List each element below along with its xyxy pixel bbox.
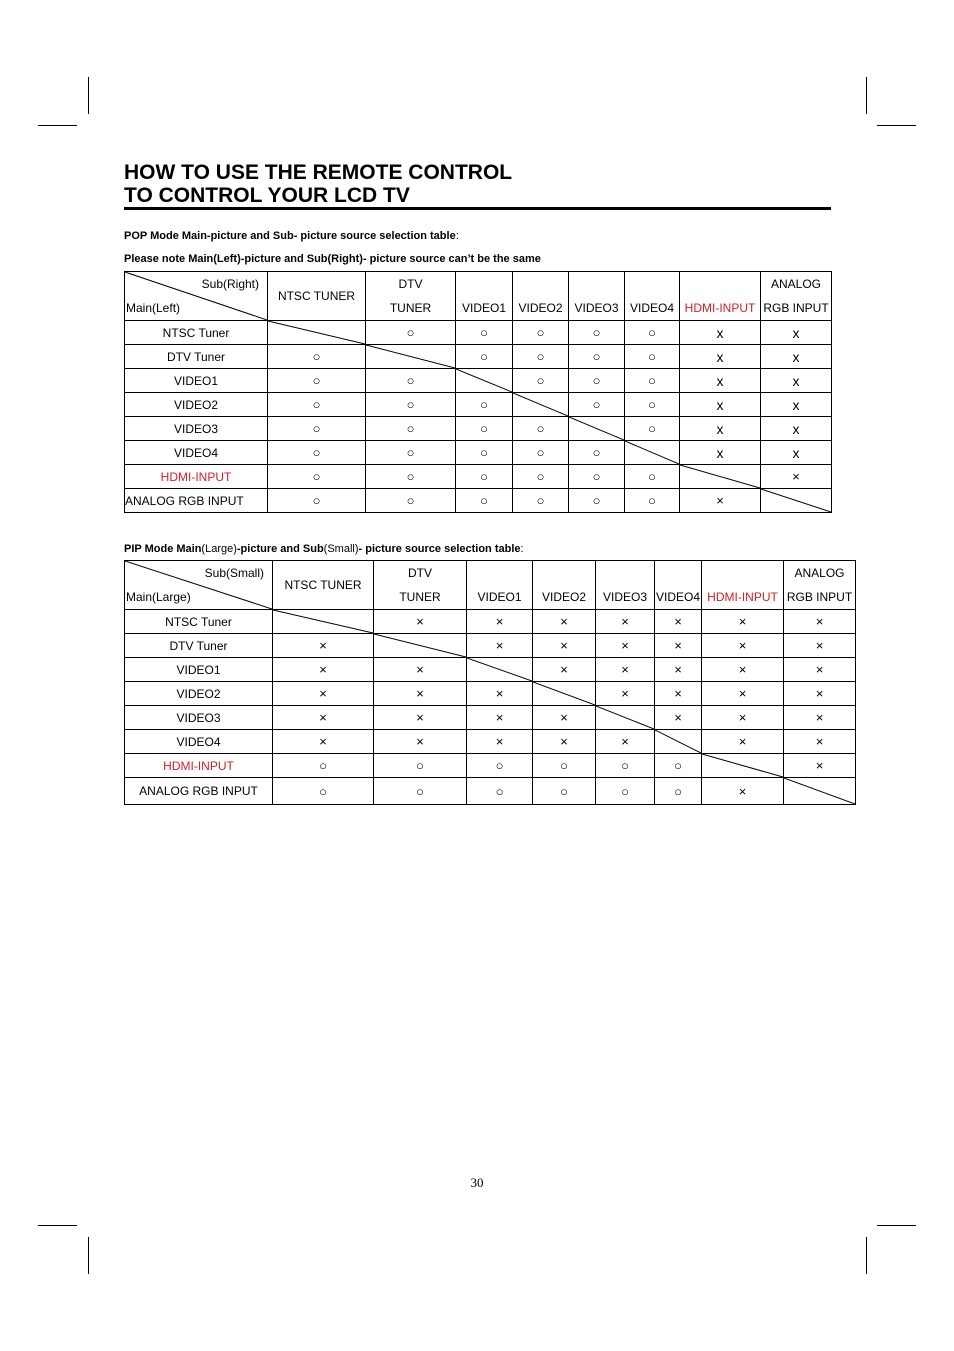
table-row	[125, 321, 832, 345]
diagonal-cell	[366, 345, 456, 369]
column-header	[784, 561, 856, 610]
crop-mark	[38, 1225, 77, 1226]
incompatible-mark: ×	[374, 730, 467, 754]
diagonal-cell	[374, 634, 467, 658]
compatible-mark: ○	[467, 754, 533, 778]
column-header-line1	[655, 561, 701, 585]
compatible-mark: ○	[625, 321, 680, 345]
crop-mark	[866, 77, 867, 114]
row-label: ANALOG RGB INPUT	[125, 778, 273, 805]
corner-sub-label: Sub(Right)	[201, 277, 259, 291]
incompatible-mark: ×	[533, 730, 596, 754]
column-header-line2: HDMI-INPUT	[707, 590, 778, 604]
incompatible-mark: ×	[273, 682, 374, 706]
diagonal-cell	[268, 321, 366, 345]
row-label: HDMI-INPUT	[125, 754, 273, 778]
crop-mark	[877, 1225, 916, 1226]
diagonal-slash	[680, 465, 760, 488]
incompatible-mark: x	[761, 441, 832, 465]
compatible-mark: ○	[268, 369, 366, 393]
compatible-mark: ○	[513, 441, 569, 465]
compatible-mark: ○	[366, 393, 456, 417]
diagonal-slash	[467, 658, 532, 681]
column-header-line1	[625, 272, 679, 296]
table-row	[125, 778, 856, 805]
incompatible-mark: ×	[702, 706, 784, 730]
diagonal-slash	[569, 417, 624, 440]
incompatible-mark: ×	[784, 730, 856, 754]
column-header	[366, 272, 456, 321]
compatible-mark: ○	[625, 417, 680, 441]
page-title	[124, 161, 512, 207]
incompatible-mark: ×	[533, 610, 596, 634]
incompatible-mark: x	[680, 321, 761, 345]
diagonal-cell	[596, 706, 655, 730]
column-header-line2: TUNER	[399, 590, 441, 604]
compatible-mark: ○	[596, 754, 655, 778]
incompatible-mark: ×	[467, 634, 533, 658]
incompatible-mark: ×	[596, 682, 655, 706]
corner-main-label: Main(Large)	[126, 590, 191, 604]
diagonal-slash	[513, 393, 568, 416]
table-row	[125, 441, 832, 465]
incompatible-mark: ×	[702, 682, 784, 706]
compatible-mark: ○	[625, 465, 680, 489]
header-row	[125, 561, 856, 610]
incompatible-mark: x	[761, 321, 832, 345]
column-header-line2: RGB INPUT	[763, 301, 829, 315]
incompatible-mark: ×	[655, 658, 702, 682]
column-header	[268, 272, 366, 321]
pop-table-body	[125, 272, 832, 513]
incompatible-mark: ×	[702, 610, 784, 634]
compatible-mark: ○	[625, 393, 680, 417]
title-rule	[124, 207, 831, 210]
row-label: VIDEO1	[125, 369, 268, 393]
compatible-mark: ○	[456, 489, 513, 513]
incompatible-mark: x	[680, 441, 761, 465]
diagonal-cell	[761, 489, 832, 513]
column-header-line1	[467, 561, 532, 585]
incompatible-mark: ×	[467, 682, 533, 706]
column-header-line1	[702, 561, 783, 585]
column-header	[513, 272, 569, 321]
incompatible-mark: ×	[702, 634, 784, 658]
incompatible-mark: ×	[784, 754, 856, 778]
column-header	[680, 272, 761, 321]
table-row	[125, 658, 856, 682]
diagonal-slash	[655, 730, 701, 753]
table-row	[125, 754, 856, 778]
diagonal-cell	[467, 658, 533, 682]
compatible-mark: ○	[268, 441, 366, 465]
compatible-mark: ○	[625, 489, 680, 513]
incompatible-mark: ×	[374, 610, 467, 634]
pip-selection-table	[124, 560, 856, 805]
table-row	[125, 465, 832, 489]
row-label: NTSC Tuner	[125, 610, 273, 634]
column-header-line1: ANALOG	[794, 566, 845, 580]
compatible-mark: ○	[533, 754, 596, 778]
diagonal-cell	[456, 369, 513, 393]
incompatible-mark: ×	[273, 658, 374, 682]
pop-selection-table	[124, 271, 832, 513]
compatible-mark: ○	[625, 369, 680, 393]
table-row	[125, 369, 832, 393]
compatible-mark: ○	[596, 778, 655, 805]
table-row	[125, 393, 832, 417]
pop-note-text: Please note Main(Left)-picture and Sub(Right)- picture source can’t be the same	[124, 253, 541, 265]
corner-main-label: Main(Left)	[126, 301, 181, 315]
incompatible-mark: x	[761, 417, 832, 441]
column-header-line2: VIDEO4	[655, 590, 700, 604]
diagonal-slash	[374, 634, 466, 657]
crop-mark	[866, 1237, 867, 1274]
pip-caption-part: -picture and Sub	[236, 543, 324, 555]
table-row	[125, 682, 856, 706]
table-row	[125, 489, 832, 513]
incompatible-mark: ×	[702, 778, 784, 805]
diagonal-slash	[366, 345, 455, 368]
row-label: DTV Tuner	[125, 634, 273, 658]
table-row	[125, 634, 856, 658]
table-row	[125, 730, 856, 754]
incompatible-mark: ×	[655, 706, 702, 730]
incompatible-mark: ×	[702, 730, 784, 754]
crop-mark	[88, 1237, 89, 1274]
incompatible-mark: ×	[273, 634, 374, 658]
incompatible-mark: ×	[784, 682, 856, 706]
table-row	[125, 345, 832, 369]
incompatible-mark: ×	[596, 634, 655, 658]
incompatible-mark: ×	[784, 706, 856, 730]
incompatible-mark: ×	[467, 610, 533, 634]
column-header-line2: VIDEO3	[574, 301, 619, 315]
compatible-mark: ○	[467, 778, 533, 805]
corner-cell	[125, 272, 268, 321]
row-label: NTSC Tuner	[125, 321, 268, 345]
column-header	[702, 561, 784, 610]
diagonal-slash	[533, 682, 595, 705]
column-header-line2: HDMI-INPUT	[684, 301, 756, 315]
corner-cell	[125, 561, 273, 610]
diagonal-cell	[273, 610, 374, 634]
crop-mark	[38, 125, 77, 126]
row-label: VIDEO4	[125, 730, 273, 754]
diagonal-slash	[596, 706, 654, 729]
column-header	[456, 272, 513, 321]
incompatible-mark: ×	[784, 634, 856, 658]
compatible-mark: ○	[268, 345, 366, 369]
pop-caption-bold: POP Mode Main-picture and Sub- picture source selection table	[124, 230, 456, 242]
incompatible-mark: ×	[596, 658, 655, 682]
incompatible-mark: x	[761, 369, 832, 393]
row-label: HDMI-INPUT	[125, 465, 268, 489]
column-header-line2: VIDEO1	[477, 590, 522, 604]
pip-caption	[124, 542, 524, 556]
row-label: VIDEO3	[125, 417, 268, 441]
column-header-line2: VIDEO4	[629, 301, 674, 315]
row-label: DTV Tuner	[125, 345, 268, 369]
pop-note	[124, 252, 541, 266]
compatible-mark: ○	[513, 489, 569, 513]
diagonal-cell	[533, 682, 596, 706]
column-header-line1	[456, 272, 512, 296]
column-header-line1	[680, 272, 760, 296]
pip-caption-part: :	[520, 543, 524, 555]
column-header	[374, 561, 467, 610]
column-header	[273, 561, 374, 610]
row-label: VIDEO1	[125, 658, 273, 682]
compatible-mark: ○	[366, 489, 456, 513]
column-header-line2: RGB INPUT	[786, 590, 853, 604]
incompatible-mark: ×	[374, 658, 467, 682]
incompatible-mark: x	[680, 393, 761, 417]
column-header	[761, 272, 832, 321]
header-row	[125, 272, 832, 321]
incompatible-mark: ×	[655, 682, 702, 706]
diagonal-slash	[702, 754, 783, 777]
compatible-mark: ○	[268, 465, 366, 489]
pip-caption-part: (Small)	[323, 543, 359, 555]
compatible-mark: ○	[513, 345, 569, 369]
column-header-line2: VIDEO2	[541, 590, 586, 604]
compatible-mark: ○	[569, 321, 625, 345]
table-row	[125, 706, 856, 730]
row-label: ANALOG RGB INPUT	[125, 489, 268, 513]
incompatible-mark: ×	[596, 730, 655, 754]
diagonal-slash	[761, 489, 831, 512]
compatible-mark: ○	[569, 441, 625, 465]
compatible-mark: ○	[366, 321, 456, 345]
compatible-mark: ○	[513, 465, 569, 489]
compatible-mark: ○	[456, 465, 513, 489]
incompatible-mark: ×	[273, 730, 374, 754]
compatible-mark: ○	[273, 754, 374, 778]
incompatible-mark: ×	[467, 730, 533, 754]
column-header-line1: DTV	[398, 277, 423, 291]
compatible-mark: ○	[374, 754, 467, 778]
compatible-mark: ○	[513, 417, 569, 441]
pip-caption-part: - picture source selection table	[358, 543, 521, 555]
incompatible-mark: ×	[761, 465, 832, 489]
pip-table-body	[125, 561, 856, 805]
compatible-mark: ○	[625, 345, 680, 369]
incompatible-mark: ×	[655, 634, 702, 658]
incompatible-mark: ×	[680, 489, 761, 513]
incompatible-mark: ×	[533, 634, 596, 658]
corner-sub-label: Sub(Small)	[204, 566, 264, 580]
column-header-line2: VIDEO3	[602, 590, 647, 604]
pip-caption-part: (Large)	[201, 543, 237, 555]
title-line-1: HOW TO USE THE REMOTE CONTROL	[124, 161, 513, 184]
diagonal-slash	[456, 369, 512, 392]
column-header-line1	[533, 561, 595, 585]
compatible-mark: ○	[533, 778, 596, 805]
compatible-mark: ○	[456, 345, 513, 369]
compatible-mark: ○	[268, 417, 366, 441]
diagonal-cell	[625, 441, 680, 465]
diagonal-cell	[513, 393, 569, 417]
compatible-mark: ○	[366, 441, 456, 465]
compatible-mark: ○	[273, 778, 374, 805]
incompatible-mark: ×	[655, 610, 702, 634]
column-header	[467, 561, 533, 610]
column-header-label: NTSC TUNER	[284, 578, 362, 592]
compatible-mark: ○	[569, 345, 625, 369]
column-header	[596, 561, 655, 610]
incompatible-mark: ×	[533, 658, 596, 682]
incompatible-mark: x	[680, 345, 761, 369]
compatible-mark: ○	[456, 321, 513, 345]
compatible-mark: ○	[569, 465, 625, 489]
pop-caption	[124, 229, 459, 243]
column-header	[625, 272, 680, 321]
compatible-mark: ○	[366, 417, 456, 441]
compatible-mark: ○	[268, 393, 366, 417]
diagonal-slash	[268, 321, 365, 344]
pip-caption-part: PIP Mode Main	[124, 543, 202, 555]
diagonal-cell	[655, 730, 702, 754]
column-header-line2: TUNER	[389, 301, 432, 315]
diagonal-slash	[273, 610, 373, 633]
compatible-mark: ○	[456, 417, 513, 441]
diagonal-cell	[680, 465, 761, 489]
compatible-mark: ○	[456, 393, 513, 417]
compatible-mark: ○	[366, 369, 456, 393]
table-row	[125, 417, 832, 441]
compatible-mark: ○	[374, 778, 467, 805]
compatible-mark: ○	[268, 489, 366, 513]
column-header-line1	[596, 561, 654, 585]
column-header-line1	[569, 272, 624, 296]
table-row	[125, 610, 856, 634]
row-label: VIDEO3	[125, 706, 273, 730]
compatible-mark: ○	[513, 321, 569, 345]
page-number: 30	[470, 1175, 484, 1190]
compatible-mark: ○	[655, 778, 702, 805]
pop-caption-colon: :	[455, 230, 459, 242]
column-header-line1: DTV	[408, 566, 432, 580]
compatible-mark: ○	[569, 489, 625, 513]
title-line-2: TO CONTROL YOUR LCD TV	[124, 184, 410, 207]
incompatible-mark: ×	[374, 706, 467, 730]
row-label: VIDEO2	[125, 682, 273, 706]
column-header	[655, 561, 702, 610]
column-header	[569, 272, 625, 321]
incompatible-mark: ×	[374, 682, 467, 706]
incompatible-mark: x	[761, 393, 832, 417]
incompatible-mark: ×	[702, 658, 784, 682]
compatible-mark: ○	[569, 369, 625, 393]
diagonal-slash	[784, 778, 855, 804]
row-label: VIDEO2	[125, 393, 268, 417]
diagonal-cell	[702, 754, 784, 778]
column-header-label: NTSC TUNER	[277, 289, 356, 303]
row-label: VIDEO4	[125, 441, 268, 465]
diagonal-cell	[784, 778, 856, 805]
crop-mark	[88, 77, 89, 114]
diagonal-slash	[625, 441, 679, 464]
column-header-line1	[513, 272, 568, 296]
compatible-mark: ○	[513, 369, 569, 393]
incompatible-mark: ×	[784, 658, 856, 682]
incompatible-mark: x	[761, 345, 832, 369]
incompatible-mark: ×	[273, 706, 374, 730]
compatible-mark: ○	[366, 465, 456, 489]
incompatible-mark: ×	[596, 610, 655, 634]
column-header-line2: VIDEO2	[518, 301, 563, 315]
diagonal-cell	[569, 417, 625, 441]
compatible-mark: ○	[569, 393, 625, 417]
incompatible-mark: ×	[784, 610, 856, 634]
column-header-line2: VIDEO1	[461, 301, 506, 315]
incompatible-mark: x	[680, 369, 761, 393]
column-header-line1: ANALOG	[770, 277, 821, 291]
column-header	[533, 561, 596, 610]
crop-mark	[877, 125, 916, 126]
compatible-mark: ○	[456, 441, 513, 465]
incompatible-mark: ×	[467, 706, 533, 730]
compatible-mark: ○	[655, 754, 702, 778]
incompatible-mark: x	[680, 417, 761, 441]
incompatible-mark: ×	[533, 706, 596, 730]
